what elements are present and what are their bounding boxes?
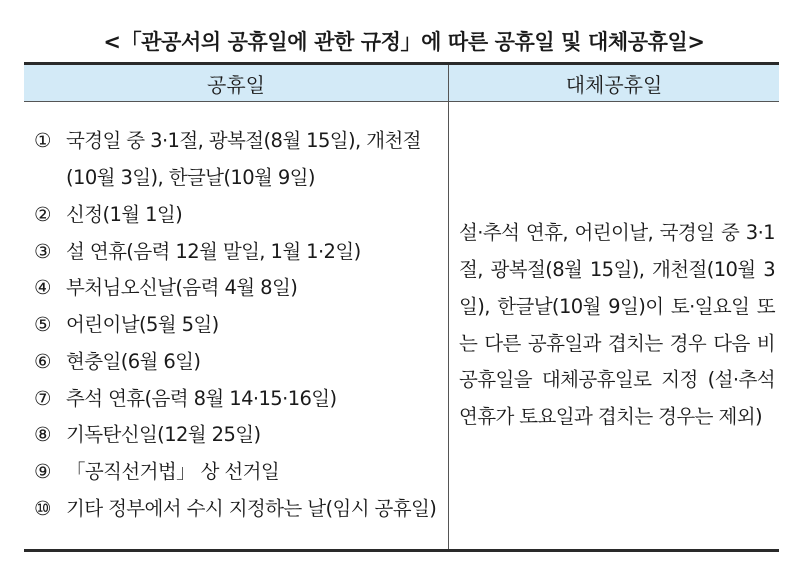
item-text: 국경일 중 3·1절, 광복절(8월 15일), 개천절(10월 3일), 한글날(10월 9일) [66,129,421,189]
holiday-table [24,62,779,552]
item-number: ⑧ [34,423,51,447]
holiday-item-2 [34,197,448,234]
item-text: 「공직선거법」 상 선거일 [66,460,280,484]
substitute-holiday-text: 설·추석 연휴, 어린이날, 국경일 중 3·1절, 광복절(8월 15일), 개천절(10월 3일), 한글날(10월 9일)이 토·일요일 또는 다른 공휴일과 겹치는 경우 다음 비공휴일을 대체공휴일로 지정 (설·추석 연휴가 토요일과 겹치는 경우는 제외) [459,221,775,429]
item-number: ④ [34,276,51,300]
table-header-row [24,64,779,102]
item-number: ③ [34,239,51,263]
item-number: ⑦ [34,386,51,410]
item-number: ② [34,202,51,226]
item-number: ① [34,129,51,153]
holiday-item-6 [34,344,448,381]
holiday-item-7 [34,381,448,418]
item-text: 신정(1월 1일) [66,202,183,226]
item-text: 현충일(6월 6일) [66,349,201,373]
item-text: 어린이날(5월 5일) [66,313,219,337]
holiday-item-4 [34,270,448,307]
item-number: ⑩ [34,497,51,521]
substitute-holiday-cell [449,102,780,551]
holiday-list-cell [24,102,449,551]
holiday-item-5 [34,307,448,344]
item-text: 추석 연휴(음력 8월 14·15·16일) [66,386,337,410]
holiday-list [24,123,448,528]
item-number: ⑤ [34,313,51,337]
header-substitute-holidays: 대체공휴일 [449,64,780,102]
item-text: 기독탄신일(12월 25일) [66,423,261,447]
holiday-item-9 [34,454,448,491]
holiday-item-3 [34,234,448,271]
item-text: 부처님오신날(음력 4월 8일) [66,276,298,300]
header-holidays: 공휴일 [24,64,449,102]
item-text: 설 연휴(음력 12월 말일, 1월 1·2일) [66,239,361,263]
holiday-item-1 [34,123,448,197]
item-number: ⑨ [34,460,51,484]
item-text: 기타 정부에서 수시 지정하는 날(임시 공휴일) [66,497,437,521]
table-row [24,102,779,551]
table-caption: <「관공서의 공휴일에 관한 규정」에 따른 공휴일 및 대체공휴일> [103,30,705,54]
holiday-item-8 [34,417,448,454]
item-number: ⑥ [34,349,51,373]
holiday-item-10 [34,491,448,528]
